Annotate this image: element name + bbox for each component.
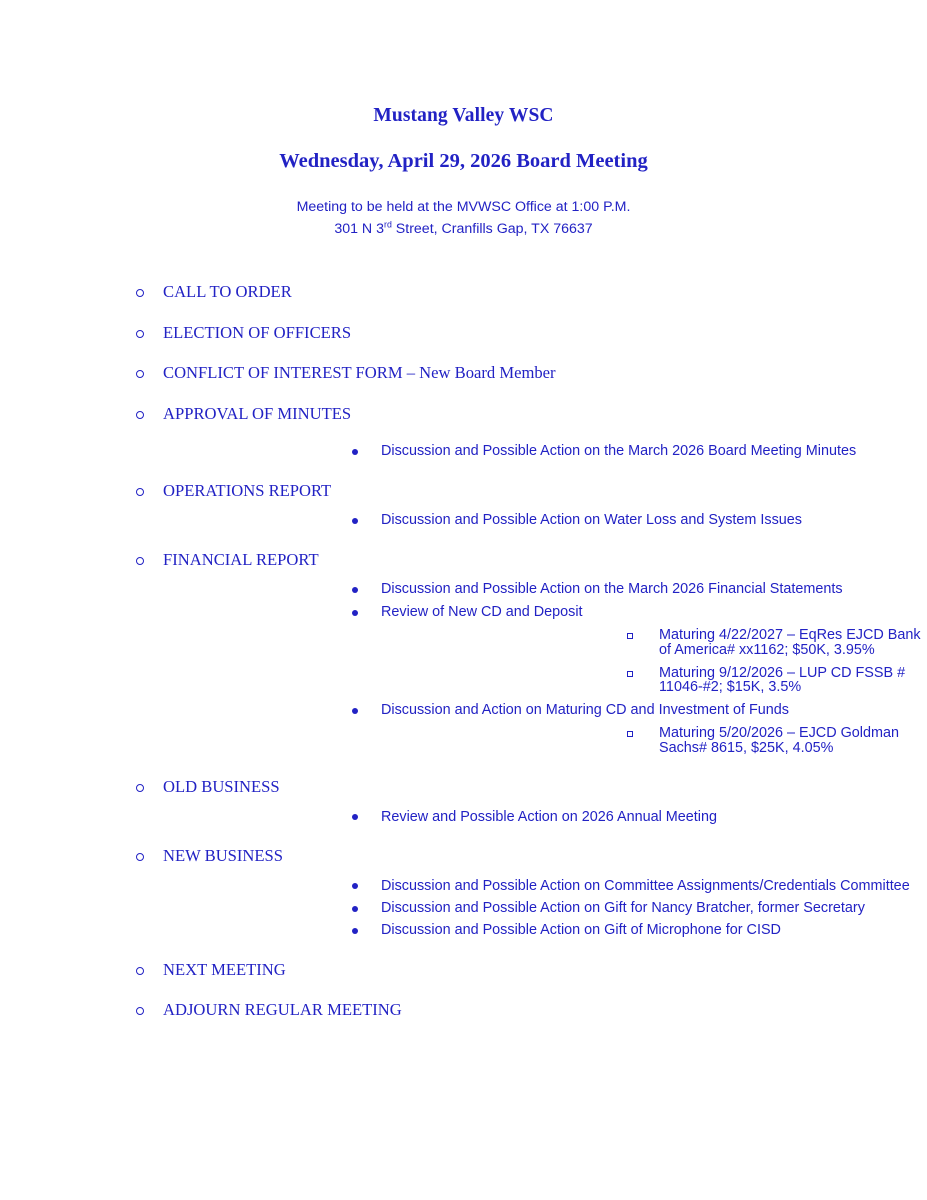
agenda-subitem-label: Discussion and Possible Action on the March 2026 Board Meeting Minutes bbox=[381, 443, 857, 460]
agenda-detail-label: Maturing 4/22/2027 – EqRes EJCD Bank of America# xx1162; $50K, 3.95% bbox=[659, 627, 921, 658]
bullet-icon bbox=[352, 708, 358, 714]
agenda-detail-item bbox=[381, 628, 927, 657]
agenda-item-label: ADJOURN REGULAR MEETING bbox=[163, 1000, 402, 1020]
meeting-details bbox=[0, 174, 927, 240]
agenda-detail-item bbox=[381, 666, 927, 695]
agenda-item-call-to-order bbox=[0, 281, 927, 301]
address-suffix: Street, Cranfills Gap, TX 76637 bbox=[391, 220, 593, 237]
agenda-subitem bbox=[163, 810, 927, 824]
agenda-subitem-label: Discussion and Possible Action on Gift of Microphone for CISD bbox=[381, 922, 781, 939]
agenda-sublist bbox=[163, 444, 927, 458]
bullet-icon bbox=[352, 610, 358, 616]
bullet-icon bbox=[352, 449, 358, 455]
agenda-item-label: APPROVAL OF MINUTES bbox=[163, 403, 352, 423]
agenda-subitem bbox=[163, 901, 927, 915]
agenda-item-operations-report bbox=[0, 480, 927, 529]
agenda-item-conflict-of-interest-form bbox=[0, 365, 927, 382]
hollow-circle-icon bbox=[136, 853, 144, 861]
agenda-item-new-business bbox=[0, 848, 927, 938]
agenda-item-old-business bbox=[0, 779, 927, 824]
hollow-square-icon bbox=[627, 671, 633, 677]
organization-title: Mustang Valley WSC bbox=[373, 105, 554, 126]
agenda-subitem-label: Discussion and Action on Maturing CD and Investment of Funds bbox=[381, 701, 789, 718]
agenda-subitem-label: Discussion and Possible Action on Water Loss and System Issues bbox=[381, 512, 802, 529]
agenda-item-label: CALL TO ORDER bbox=[163, 281, 292, 301]
agenda-subitem-label: Discussion and Possible Action on Gift for Nancy Bratcher, former Secretary bbox=[381, 900, 865, 917]
agenda-subitem-label: Discussion and Possible Action on the March 2026 Financial Statements bbox=[381, 581, 843, 598]
agenda-item-label: NEW BUSINESS bbox=[163, 846, 284, 866]
meeting-address-line bbox=[0, 218, 927, 240]
agenda-item-approval-of-minutes bbox=[0, 403, 927, 460]
hollow-circle-icon bbox=[136, 1007, 144, 1015]
agenda-sublist bbox=[163, 513, 927, 527]
hollow-circle-icon bbox=[136, 411, 144, 419]
agenda-list bbox=[0, 240, 927, 1019]
hollow-square-icon bbox=[627, 633, 633, 639]
bullet-icon bbox=[352, 883, 358, 889]
agenda-subitem bbox=[163, 582, 927, 596]
hollow-circle-icon bbox=[136, 289, 144, 297]
agenda-item-label: NEXT MEETING bbox=[163, 959, 286, 979]
agenda-item-label: FINANCIAL REPORT bbox=[163, 549, 319, 569]
agenda-item-financial-report bbox=[0, 549, 927, 756]
agenda-detail-list bbox=[381, 628, 927, 695]
hollow-circle-icon bbox=[136, 784, 144, 792]
agenda-item-label: ELECTION OF OFFICERS bbox=[163, 322, 352, 342]
hollow-circle-icon bbox=[136, 967, 144, 975]
agenda-sublist bbox=[163, 582, 927, 755]
agenda-item-adjourn-regular-meeting bbox=[0, 1002, 927, 1019]
bullet-icon bbox=[352, 814, 358, 820]
agenda-detail-item bbox=[381, 726, 927, 755]
agenda-subitem-label: Review and Possible Action on 2026 Annual Meeting bbox=[381, 808, 718, 825]
agenda-subitem bbox=[163, 923, 927, 937]
agenda-sublist bbox=[163, 810, 927, 824]
agenda-item-next-meeting bbox=[0, 959, 927, 979]
agenda-item-election-of-officers bbox=[0, 322, 927, 342]
agenda-item-label: OLD BUSINESS bbox=[163, 777, 280, 797]
bullet-icon bbox=[352, 518, 358, 524]
agenda-item-label: CONFLICT OF INTEREST FORM – New Board Member bbox=[163, 363, 556, 383]
document-header bbox=[0, 0, 927, 240]
bullet-icon bbox=[352, 906, 358, 912]
bullet-icon bbox=[352, 587, 358, 593]
meeting-time-line: Meeting to be held at the MVWSC Office at 1:00 P.M. bbox=[296, 198, 631, 215]
agenda-item-label: OPERATIONS REPORT bbox=[163, 480, 332, 500]
agenda-subitem-label: Review of New CD and Deposit bbox=[381, 603, 583, 620]
agenda-subitem-label: Discussion and Possible Action on Committee Assignments/Credentials Committee bbox=[381, 877, 910, 894]
agenda-detail-label: Maturing 9/12/2026 – LUP CD FSSB # 11046-#2; $15K, 3.5% bbox=[659, 664, 906, 696]
hollow-circle-icon bbox=[136, 557, 144, 565]
hollow-square-icon bbox=[627, 731, 633, 737]
agenda-detail-label: Maturing 5/20/2026 – EJCD Goldman Sachs# 8615, $25K, 4.05% bbox=[659, 725, 899, 756]
hollow-circle-icon bbox=[136, 370, 144, 378]
address-prefix: 301 N 3 bbox=[334, 220, 385, 237]
agenda-subitem bbox=[163, 605, 927, 695]
hollow-circle-icon bbox=[136, 488, 144, 496]
meeting-date-title: Wednesday, April 29, 2026 Board Meeting bbox=[279, 150, 648, 173]
hollow-circle-icon bbox=[136, 330, 144, 338]
agenda-subitem bbox=[163, 513, 927, 527]
agenda-sublist bbox=[163, 879, 927, 938]
bullet-icon bbox=[352, 928, 358, 934]
agenda-subitem bbox=[163, 444, 927, 458]
address-ordinal-suffix: rd bbox=[384, 219, 392, 230]
agenda-subitem bbox=[163, 879, 927, 893]
agenda-subitem bbox=[163, 703, 927, 755]
agenda-detail-list bbox=[381, 726, 927, 755]
